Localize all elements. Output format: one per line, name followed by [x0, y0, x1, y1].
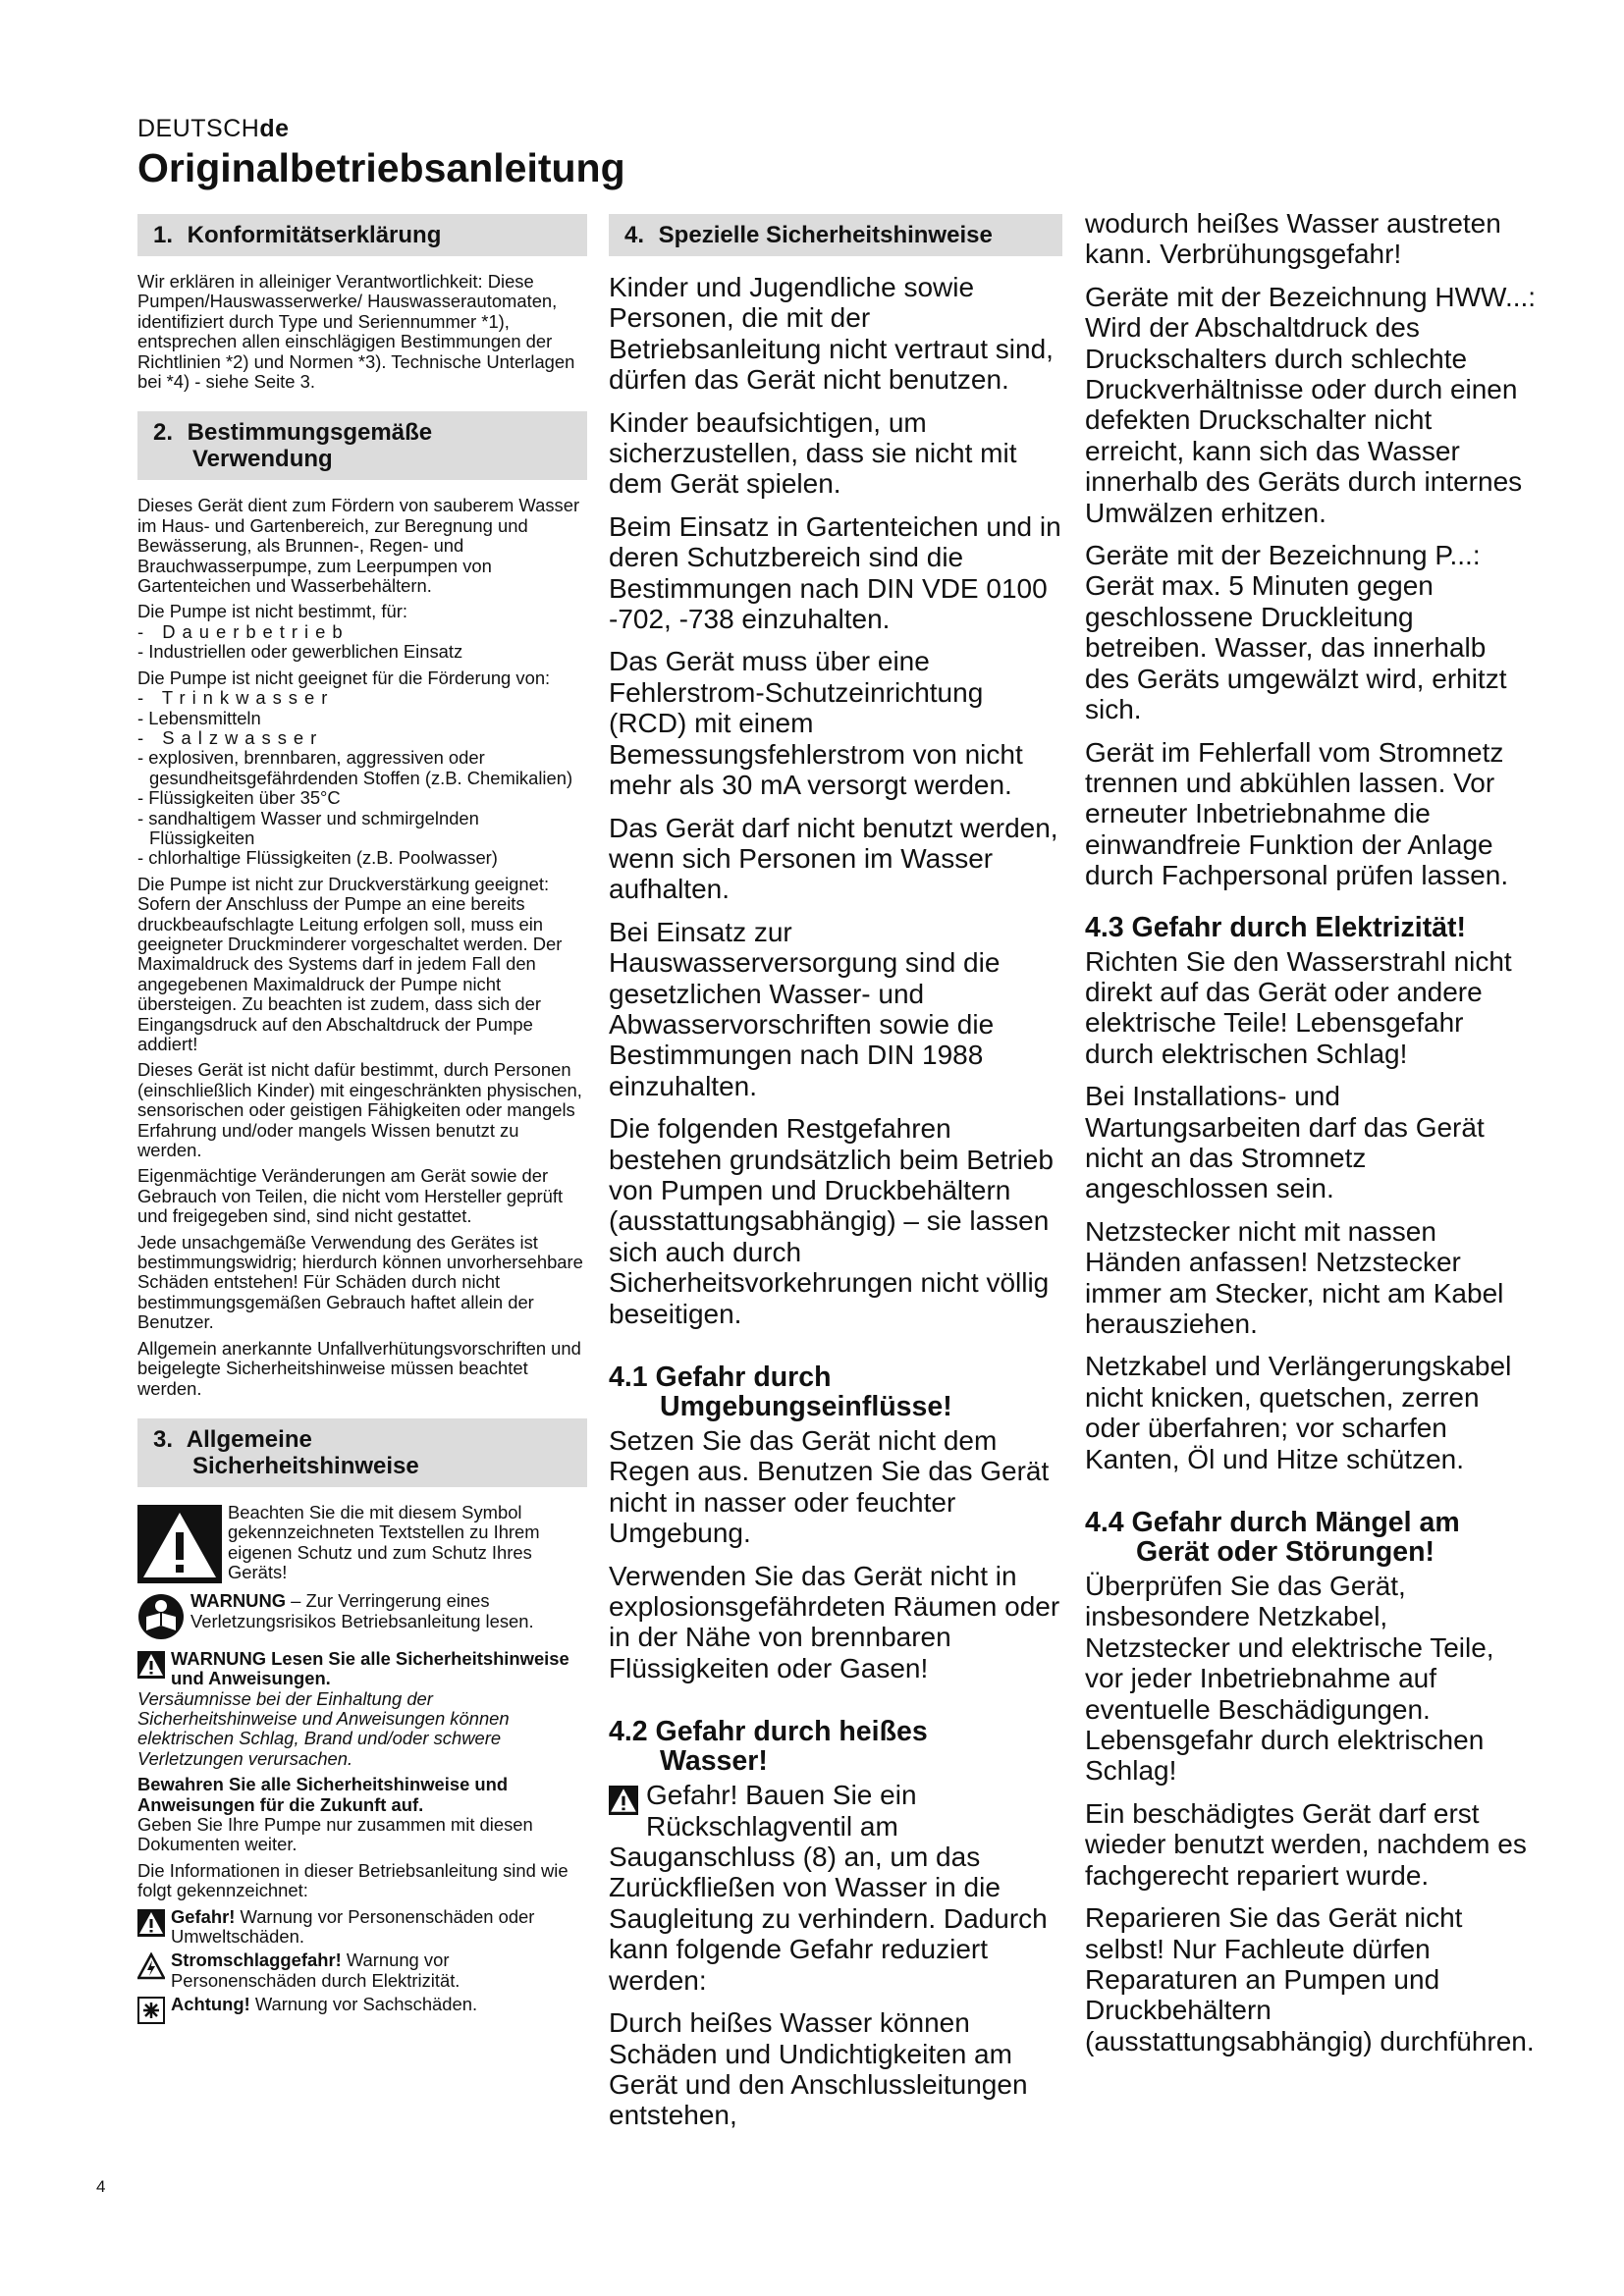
language-label: DEUTSCHde [137, 115, 290, 142]
paragraph: Das Gerät muss über eine Fehlerstrom-Schutzeinrichtung (RCD) mit einem Bemessungsfehlerstrom von nicht mehr als 30 mA versorgt werden. [609, 646, 1023, 801]
paragraph: Geräte mit der Bezeichnung HWW...: Wird der Abschaltdruck des Druckschalters durch schlechte Druckverhältnisse oder durch einen defekten Druckschalter nicht erreicht, kann sich das Wasser innerhalb des Geräts durch internes Umwälzen erhitzen. [1085, 281, 1537, 528]
paragraph: Netzstecker nicht mit nassen Händen anfassen! Netzstecker immer am Stecker, nicht am Kabel herausziehen. [1085, 1215, 1504, 1339]
conformity-text: Wir erklären in alleiniger Verantwortlichkeit: Diese Pumpen/Hauswasserwerke/ Hauswasserautomaten, identifiziert durch Type und Seriennummer *1), entsprechen allen einschlägigen Bestimmungen der Richtlinien *2) und Normen *3). Technische Unterlagen bei *4) - siehe Seite 3. [137, 271, 575, 393]
paragraph: Gerät im Fehlerfall vom Stromnetz trennen und abkühlen lassen. Vor erneuter Inbetriebnahme die einwandfreie Funktion der Anlage durch Fachpersonal prüfen lassen. [1085, 736, 1509, 891]
hot-water-warning: Gefahr! Bauen Sie ein Rückschlagventil am Sauganschluss (8) an, um das Zurückfließen von Wasser in die Saugleitung zu verhindern. Dadurch kann folgende Gefahr reduziert werden: [609, 1780, 1048, 1996]
info-marking-text: Die Informationen in dieser Betriebsanleitung sind wie folgt gekennzeichnet: [137, 1859, 568, 1901]
paragraph: Reparieren Sie das Gerät nicht selbst! Nur Fachleute dürfen Reparaturen an Pumpen und Druckbehältern (ausstattungsabhängig) durchführen. [1085, 1902, 1535, 2056]
paragraph: Bei Einsatz zur Hauswasserversorgung sind die gesetzlichen Wasser- und Abwasservorschriften sowie die Bestimmungen nach DIN 1988 einzuhalten. [609, 916, 1001, 1101]
paragraph: Richten Sie den Wasserstrahl nicht direkt auf das Gerät oder andere elektrische Teile! Lebensgefahr durch elektrischen Schlag! [1085, 945, 1512, 1069]
pressure-text: Die Pumpe ist nicht zur Druckverstärkung geeignet: Sofern der Anschluss der Pumpe an eine bereits druckbeaufschlagte Leitung erfolgen soll, muss ein geeigneter Druckminderer vorgeschaltet werden. Der Maximaldruck des Systems darf in jedem Fall den angegebenen Maximaldruck der Pumpe nicht übersteigen. Zu beachten ist zudem, dass sich der Eingangsdruck auf den Abschaltdruck der Pumpe addiert! [137, 873, 563, 1054]
warning-triangle-icon [137, 1505, 222, 1587]
paragraph: Netzkabel und Verlängerungskabel nicht knicken, quetschen, zerren oder überfahren; vor scharfen Kanten, Öl und Hitze schützen. [1085, 1351, 1512, 1474]
section-4-3-heading: 4.3 Gefahr durch Elektrizität! [1085, 911, 1467, 943]
not-suitable-intro: Die Pumpe ist nicht geeignet für die Förderung von: [137, 667, 551, 688]
read-manual-icon [137, 1593, 185, 1644]
warning-triangle-icon [609, 1786, 638, 1821]
list-item: - Industriellen oder gewerblichen Einsatz [137, 641, 463, 663]
paragraph: Die folgenden Restgefahren bestehen grundsätzlich beim Betrieb von Pumpen und Druckbehältern (ausstattungsabhängig) – sie lassen sich auch durch Sicherheitsvorkehrungen nicht völlig beseitigen. [609, 1113, 1054, 1329]
legend-attention: Achtung! Warnung vor Sachschäden. [137, 1995, 587, 2028]
list-item: - explosiven, brennbaren, aggressiven oder gesundheitsgefährdenden Stoffen (z.B. Chemikalien) [137, 747, 573, 788]
paragraph: Ein beschädigtes Gerät darf erst wieder benutzt werden, nachdem es fachgerecht repariert wurde. [1085, 1797, 1527, 1891]
section-4-1-heading: 4.1 Gefahr durch Umgebungseinflüsse! [609, 1362, 952, 1422]
accident-rules-text: Allgemein anerkannte Unfallverhütungsvorschriften und beigelegte Sicherheitshinweise müssen beachtet werden. [137, 1337, 581, 1399]
column-1 [137, 214, 587, 2033]
paragraph: Bei Installations- und Wartungsarbeiten darf das Gerät nicht an das Stromnetz angeschlossen sein. [1085, 1081, 1485, 1204]
intended-use-text: Dieses Gerät dient zum Fördern von sauberem Wasser im Haus- und Gartenbereich, zur Beregnung und Bewässerung, als Brunnen-, Regen- und Brauchwasserpumpe, zum Leerpumpen von Gartenteichen und Wasserbehältern. [137, 495, 580, 597]
read-all-note: WARNUNG Lesen Sie alle Sicherheitshinweise und Anweisungen. [137, 1649, 587, 1689]
legend-danger: Gefahr! Warnung vor Personenschäden oder Umweltschäden. [137, 1907, 587, 1948]
misuse-text: Jede unsachgemäße Verwendung des Gerätes ist bestimmungswidrig; hierdurch können unvorhersehbare Schäden entstehen! Für Schäden durch nicht bestimmungsgemäßen Gebrauch haftet allein der Benutzer. [137, 1231, 583, 1333]
paragraph: Setzen Sie das Gerät nicht dem Regen aus. Benutzen Sie das Gerät nicht in nasser oder feuchter Umgebung. [609, 1425, 1050, 1549]
list-item: - Flüssigkeiten über 35°C [137, 787, 341, 809]
attention-icon [137, 1997, 165, 2028]
read-all-italic: Versäumnisse bei der Einhaltung der Sicherheitshinweise und Anweisungen können elektrischen Schlag, Brand und/oder schwere Verletzungen verursachen. [137, 1687, 510, 1769]
paragraph: Kinder beaufsichtigen, um sicherzustellen, dass sie nicht mit dem Gerät spielen. [609, 406, 1017, 500]
section-3-heading: 3. Allgemeine Sicherheitshinweise [137, 1418, 587, 1487]
list-item: - Trinkwasser [137, 687, 335, 709]
symbol-note: Beachten Sie die mit diesem Symbol gekennzeichneten Textstellen zu Ihrem eigenen Schutz und zum Schutz Ihres Geräts! [137, 1503, 587, 1587]
paragraph: Beim Einsatz in Gartenteichen und in deren Schutzbereich sind die Bestimmungen nach DIN VDE 0100 -702, -738 einzuhalten. [609, 510, 1061, 635]
legend-shock: Stromschlaggefahr! Warnung vor Personenschäden durch Elektrizität. [137, 1950, 587, 1991]
column-3 [1085, 208, 1537, 2068]
page-number: 4 [96, 2177, 106, 2196]
document-title: Originalbetriebsanleitung [137, 145, 625, 190]
paragraph: Durch heißes Wasser können Schäden und Undichtigkeiten am Gerät und den Anschlussleitungen entstehen, [609, 2007, 1028, 2131]
list-item: - Dauerbetrieb [137, 620, 350, 642]
list-item: - sandhaltigem Wasser und schmirgelnden Flüssigkeiten [137, 807, 479, 848]
section-4-2-heading: 4.2 Gefahr durch heißes Wasser! [609, 1716, 928, 1778]
persons-text: Dieses Gerät ist nicht dafür bestimmt, durch Personen (einschließlich Kinder) mit eingeschränkten physischen, sensorischen oder geistigen Fähigkeiten oder mangels Erfahrung und/oder mangels Wissen benutzt zu werden. [137, 1059, 582, 1161]
not-intended-list [137, 622, 587, 663]
modifications-text: Eigenmächtige Veränderungen am Gerät sowie der Gebrauch von Teilen, die nicht vom Hersteller geprüft und freigegeben sind, sind nicht gestattet. [137, 1165, 564, 1227]
section-4-heading: 4. Spezielle Sicherheitshinweise [609, 214, 1062, 256]
not-suitable-list [137, 688, 587, 869]
paragraph: Überprüfen Sie das Gerät, insbesondere Netzkabel, Netzstecker und elektrische Teile, vor jeder Inbetriebnahme auf eventuelle Beschädigungen. Lebensgefahr durch elektrischen Schlag! [1085, 1571, 1494, 1787]
warning-triangle-icon [137, 1651, 165, 1682]
paragraph: Verwenden Sie das Gerät nicht in explosionsgefährdeten Räumen oder in der Nähe von brennbaren Flüssigkeiten oder Gasen! [609, 1560, 1060, 1683]
not-intended-intro: Die Pumpe ist nicht bestimmt, für: [137, 601, 407, 622]
paragraph: Das Gerät darf nicht benutzt werden, wenn sich Personen im Wasser aufhalten. [609, 812, 1058, 905]
paragraph: Kinder und Jugendliche sowie Personen, die mit der Betriebsanleitung nicht vertraut sind, dürfen das Gerät nicht benutzen. [609, 272, 1054, 396]
electric-shock-icon [137, 1952, 165, 1984]
keep-instructions: Bewahren Sie alle Sicherheitshinweise und Anweisungen für die Zukunft auf. Geben Sie Ihre Pumpe nur zusammen mit diesen Dokumenten weiter. [137, 1774, 533, 1855]
paragraph: Geräte mit der Bezeichnung P...: Gerät max. 5 Minuten gegen geschlossene Druckleitung betreiben. Wasser, das innerhalb des Geräts umgewälzt wird, erhitzt sich. [1085, 540, 1507, 725]
warning-triangle-icon [137, 1909, 165, 1941]
section-1-heading: 1. Konformitätserklärung [137, 214, 587, 256]
read-manual-note: WARNUNG – Zur Verringerung eines Verletzungsrisikos Betriebsanleitung lesen. [137, 1591, 587, 1644]
section-4-4-heading: 4.4 Gefahr durch Mängel am Gerät oder Störungen! [1085, 1507, 1460, 1569]
paragraph: wodurch heißes Wasser austreten kann. Verbrühungsgefahr! [1085, 208, 1501, 270]
section-2-heading: 2. Bestimmungsgemäße Verwendung [137, 411, 587, 480]
column-2 [609, 214, 1062, 2143]
list-item: - chlorhaltige Flüssigkeiten (z.B. Poolwasser) [137, 847, 498, 869]
list-item: - Lebensmitteln [137, 707, 261, 728]
list-item: - Salzwasser [137, 726, 324, 748]
